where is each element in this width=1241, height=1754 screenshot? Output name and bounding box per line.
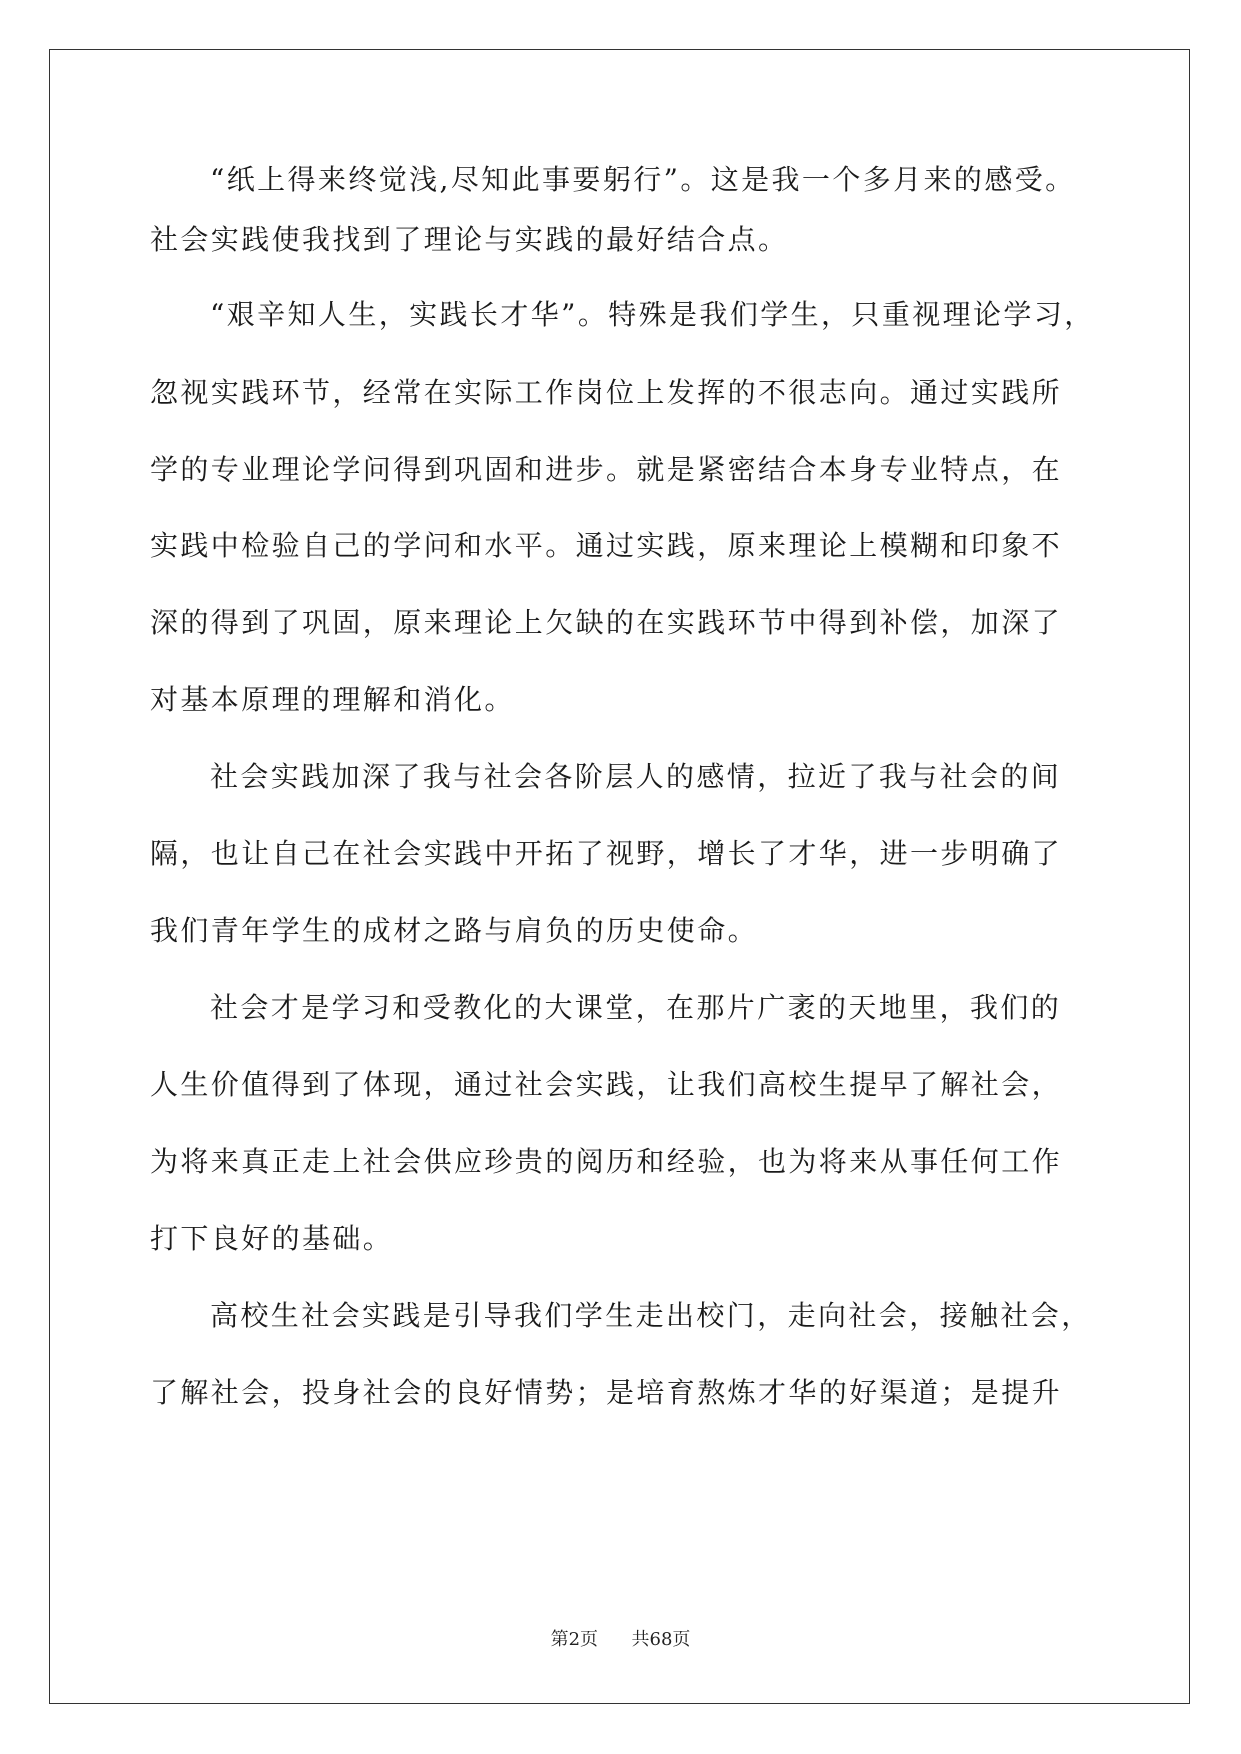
paragraph-5-line-1: 高校生社会实践是引导我们学生走出校门，走向社会，接触社会， xyxy=(210,1299,1092,1332)
page-footer xyxy=(0,1628,1241,1652)
paragraph-2-line-1: “艰辛知人生，实践长才华”。特殊是我们学生，只重视理论学习， xyxy=(210,298,1095,331)
paragraph-1-line-1: “纸上得来终觉浅,尽知此事要躬行”。这是我一个多月来的感受。 xyxy=(210,163,1076,196)
paragraph-1-line-2: 社会实践使我找到了理论与实践的最好结合点。 xyxy=(150,223,789,256)
paragraph-4-line-4: 打下良好的基础。 xyxy=(150,1222,394,1255)
page-number: 第2页 xyxy=(550,1629,599,1650)
paragraph-2-line-2: 忽视实践环节，经常在实际工作岗位上发挥的不很志向。通过实践所 xyxy=(150,376,1063,409)
paragraph-3-line-3: 我们青年学生的成材之路与肩负的历史使命。 xyxy=(150,914,759,947)
paragraph-3-line-1: 社会实践加深了我与社会各阶层人的感情，拉近了我与社会的间 xyxy=(210,760,1062,793)
paragraph-5-line-2: 了解社会，投身社会的良好情势；是培育熬炼才华的好渠道；是提升 xyxy=(150,1376,1063,1409)
paragraph-2-line-6: 对基本原理的理解和消化。 xyxy=(150,683,515,716)
paragraph-2-line-4: 实践中检验自己的学问和水平。通过实践，原来理论上模糊和印象不 xyxy=(150,529,1063,562)
paragraph-3-line-2: 隔，也让自己在社会实践中开拓了视野，增长了才华，进一步明确了 xyxy=(150,837,1063,870)
paragraph-2-line-3: 学的专业理论学问得到巩固和进步。就是紧密结合本身专业特点，在 xyxy=(150,453,1063,486)
paragraph-4-line-1: 社会才是学习和受教化的大课堂，在那片广袤的天地里，我们的 xyxy=(210,991,1062,1024)
paragraph-4-line-3: 为将来真正走上社会供应珍贵的阅历和经验，也为将来从事任何工作 xyxy=(150,1145,1063,1178)
paragraph-4-line-2: 人生价值得到了体现，通过社会实践，让我们高校生提早了解社会， xyxy=(150,1068,1063,1101)
page-total: 共68页 xyxy=(631,1629,691,1650)
paragraph-2-line-5: 深的得到了巩固，原来理论上欠缺的在实践环节中得到补偿，加深了 xyxy=(150,606,1063,639)
